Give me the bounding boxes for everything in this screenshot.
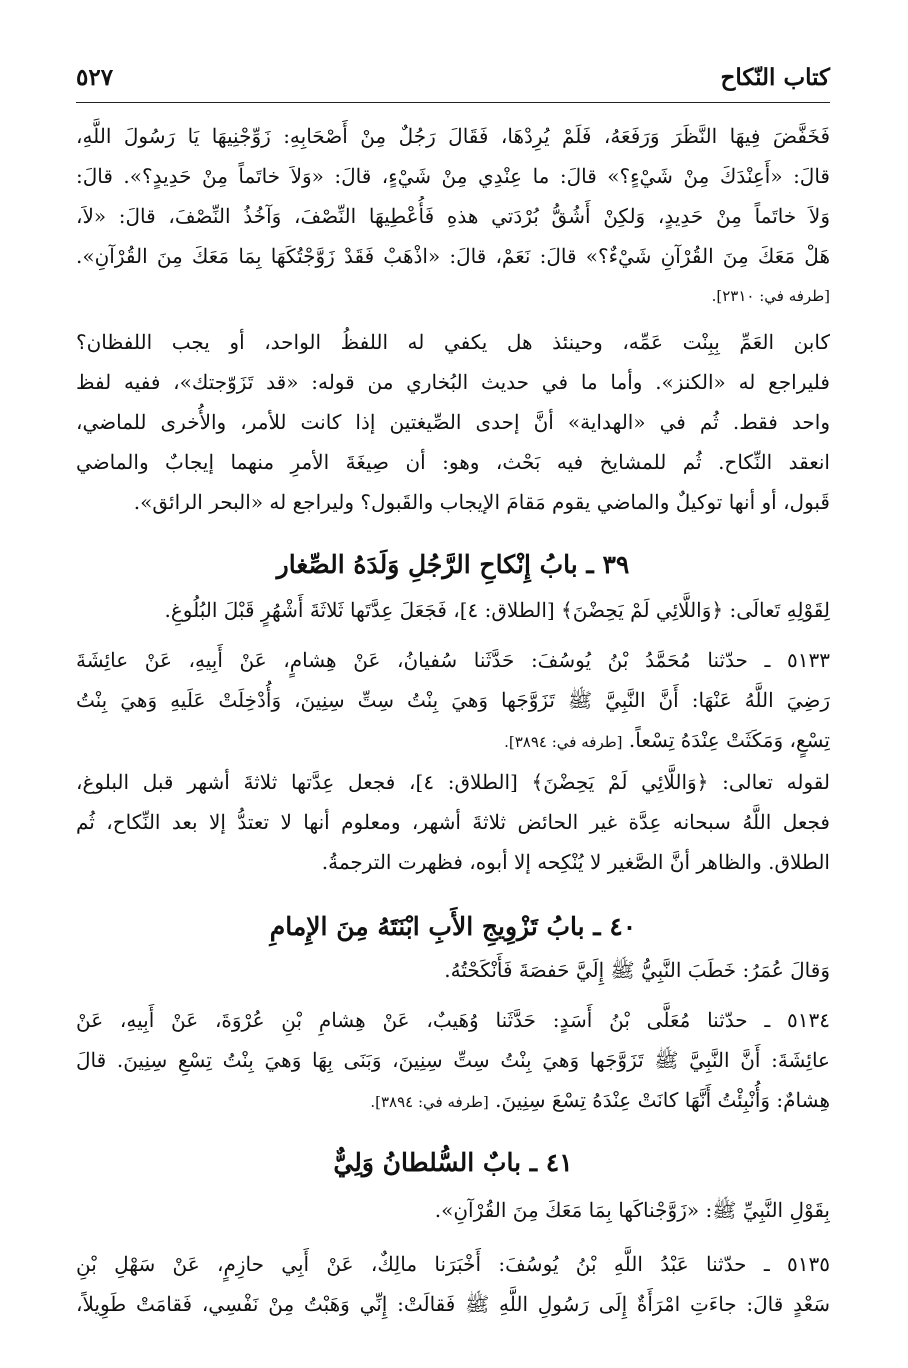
text-line: هَلْ مَعَكَ مِنَ القُرْآنِ شَيْءٌ؟» قالَ: نَعَمْ، قالَ: «اذْهَبْ فَقَدْ زَوَّجْتُكَهَا بِمَا مَعَكَ مِنَ القُرْآنِ».: [76, 244, 830, 268]
cross-reference: [طرفه في: ٣٨٩٤].: [504, 733, 623, 751]
page-number: ٥٢٧: [76, 64, 114, 91]
hadith-5133: [76, 640, 830, 760]
text-line-part: تِسْعٍ، وَمَكَثَتْ عِنْدَهُ تِسْعاً.: [628, 728, 830, 752]
text-line: فَخَفَّضَ فِيهَا النَّظَرَ وَرَفَعَهُ، فَلَمْ يُرِدْهَا، فَقَالَ رَجُلٌ مِنْ أَصْحَابِهِ: زَوِّجْنِيهَا يَا رَسُولَ اللَّهِ،: [76, 124, 830, 148]
text-line: قَبول، أو أنها توكيلٌ والماضي يقوم مَقامَ الإيجاب والقَبول؟ وليراجع له «البحر الرائق».: [133, 490, 830, 514]
verse-line: لِقَوْلِهِ تَعالَى: ﴿وَاللَّائِي لَمْ يَحِضْنَ﴾ [الطلاق: ٤]، فَجَعَلَ عِدَّتَها ثَلاثَةَ أَشْهُرٍ قَبْلَ البُلُوغِ.: [164, 598, 830, 622]
cross-reference: [طرفه في: ٣٨٩٤].: [370, 1093, 489, 1111]
text-line: قالَ: «أَعِنْدَكَ مِنْ شَيْءٍ؟» قالَ: ما عِنْدِي مِنْ شَيْءٍ، قالَ: «وَلاَ خاتَماً مِنْ حَدِيدٍ؟». قالَ:: [76, 164, 830, 188]
commentary-39: [76, 762, 830, 882]
text-line: رَضِيَ اللَّهُ عَنْهَا: أَنَّ النَّبِيَّ ﷺ تَزَوَّجَها وَهيَ بِنْتُ سِتِّ سِنِينَ، وَأُدْخِلَتْ عَلَيهِ وَهيَ بِنْتُ: [76, 688, 830, 712]
text-line: بِقَوْلِ النَّبِيِّ ﷺ: «زَوَّجْناكَها بِمَا مَعَكَ مِنَ القُرْآنِ».: [434, 1198, 830, 1222]
chapter-heading-39: ٣٩ ـ بابُ إِنْكاحِ الرَّجُلِ وَلَدَهُ الصِّغار: [276, 550, 630, 579]
chapter-heading-41: ٤١ ـ بابٌ السُّلطانُ وَلِيٌّ: [333, 1148, 573, 1177]
chapter-39-body: [76, 590, 830, 630]
text-line: [76, 720, 830, 760]
text-line-part: هِشامٌ: وَأُنْبِئْتُ أَنَّهَا كانَتْ عِنْدَهُ تِسْعَ سِنِينَ.: [495, 1088, 830, 1112]
commentary-paragraph: [76, 322, 830, 522]
chapter-heading-40: ٤٠ ـ بابُ تَزْوِيجِ الأَبِ ابْنَتَهُ مِنَ الإِمامِ: [269, 912, 637, 941]
text-line: انعقد النِّكاح. ثُم للمشايخ فيه بَحْث، وهو: أن صِيغَةَ الأمرِ منهما إيجابٌ والماضي: [76, 450, 830, 474]
text-line: فجعل اللَّهُ سبحانه عِدَّة غير الحائض ثلاثةَ أشهر، ومعلوم أنها لا تعتدُّ إلا بعد النِّكاح، ثُم: [76, 810, 830, 834]
hadith-5134: [76, 1000, 830, 1120]
text-line: فليراجع له «الكنز». وأما ما في حديث البُخاري من قوله: «قد تَزَوّجتك»، ففيه لفظ: [76, 370, 830, 394]
text-line: كابن العَمِّ بِبِنْت عَمِّه، وحينئذ هل يكفي له اللفظُ الواحد، أو يجب اللفظان؟: [76, 330, 830, 354]
text-line: لقوله تعالى: ﴿وَاللَّائِي لَمْ يَحِضْنَ﴾ [الطلاق: ٤]، فجعل عِدَّتها ثلاثةَ أشهر قبل البلوغ،: [76, 770, 830, 794]
text-line: وَقالَ عُمَرُ: خَطَبَ النَّبِيُّ ﷺ إِلَيَّ حَفصَةَ فَأَنْكَحْتُهُ.: [444, 958, 830, 982]
text-line: ٥١٣٤ ـ حدّثنا مُعَلَّى بْنُ أَسَدٍ: حَدَّثَنا وُهَيبٌ، عَنْ هِشامِ بْنِ عُرْوَةَ، عَنْ أَبِيهِ، عَنْ: [76, 1008, 830, 1032]
cross-reference: [طرفه في: ٢٣١٠].: [711, 287, 830, 305]
text-line: عائِشَةَ: أَنَّ النَّبِيَّ ﷺ تَزَوَّجَها وَهيَ بِنْتُ سِتِّ سِنِينَ، وَبَنَى بِهَا وَهيَ بِنْتُ تِسْعِ سِنِينَ. قالَ: [76, 1048, 830, 1072]
text-line: سَعْدٍ قالَ: جاءَتِ امْرَأَةٌ إِلَى رَسُولِ اللَّهِ ﷺ فَقالَتْ: إِنِّي وَهَبْتُ مِنْ نَفْسِي، فَقامَتْ طَوِيلاً،: [76, 1292, 830, 1316]
text-line: ٥١٣٣ ـ حدّثنا مُحَمَّدُ بْنُ يُوسُفَ: حَدَّثَنا سُفيانُ، عَنْ هِشامٍ، عَنْ أَبِيهِ، عَنْ عائِشَةَ: [76, 648, 830, 672]
page-header: [76, 58, 830, 103]
text-line: الطلاق. والظاهر أنَّ الصَّغير لا يُنْكِحه إلا أبوه، فظهرت الترجمةُ.: [321, 850, 830, 874]
running-title: كتاب النّكاح: [720, 64, 830, 91]
chapter-41-intro: [76, 1190, 830, 1230]
text-line: ٥١٣٥ ـ حدّثنا عَبْدُ اللَّهِ بْنُ يُوسُفَ: أَخْبَرَنا مالِكٌ، عَنْ أَبِي حازِمٍ، عَنْ سَهْلِ بْنِ: [76, 1252, 830, 1276]
hadith-continuation: [76, 116, 830, 316]
hadith-5135: [76, 1244, 830, 1324]
text-line: واحد فقط. ثُم في «الهداية» أنَّ إحدى الصِّيغتين إذا كانت للأمر، والأُخرى للماضي،: [76, 410, 830, 434]
chapter-40-intro: [76, 950, 830, 990]
text-line: [76, 1080, 830, 1120]
text-line: وَلاَ خاتَماً مِنْ حَدِيدٍ، وَلكِنْ أَشُقُّ بُرْدَتي هذهِ فَأُعْطِيهَا النِّصْفَ، وَآخُذُ النِّصْفَ، قالَ: «لاَ،: [76, 204, 830, 228]
